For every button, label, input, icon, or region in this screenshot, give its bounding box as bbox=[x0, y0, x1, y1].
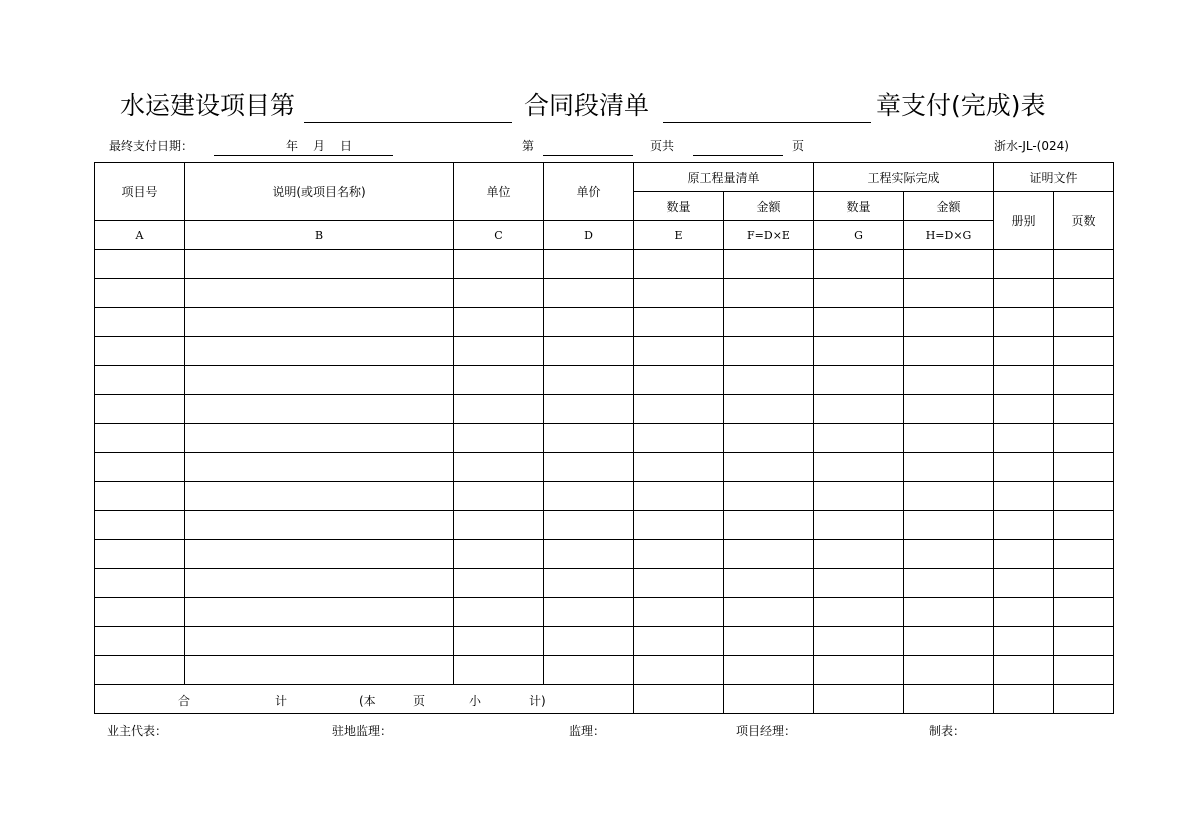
cell-volume[interactable] bbox=[994, 598, 1054, 627]
page-no-blank-line bbox=[543, 155, 633, 156]
cell-unit[interactable] bbox=[454, 540, 544, 569]
cell-description[interactable] bbox=[185, 308, 454, 337]
total-ye: 页 bbox=[413, 694, 426, 708]
cell-item-no[interactable] bbox=[95, 627, 185, 656]
cell-original-amount[interactable] bbox=[724, 569, 814, 598]
cell-unit-price[interactable] bbox=[544, 453, 634, 482]
table-row bbox=[95, 482, 1114, 511]
cell-volume[interactable] bbox=[994, 337, 1054, 366]
cell-original-quantity[interactable] bbox=[634, 569, 724, 598]
letter-e: E bbox=[634, 221, 724, 250]
cell-original-quantity[interactable] bbox=[634, 540, 724, 569]
cell-pages[interactable] bbox=[1054, 337, 1114, 366]
cell-actual-amount[interactable] bbox=[904, 337, 994, 366]
total-he: 合 bbox=[178, 694, 191, 708]
cell-original-quantity[interactable] bbox=[634, 366, 724, 395]
cell-actual-quantity[interactable] bbox=[814, 279, 904, 308]
cell-description[interactable] bbox=[185, 424, 454, 453]
day-label: 日 bbox=[340, 139, 353, 153]
cell-original-amount[interactable] bbox=[724, 424, 814, 453]
cell-actual-amount[interactable] bbox=[904, 627, 994, 656]
cell-actual-amount[interactable] bbox=[904, 482, 994, 511]
cell-original-amount[interactable] bbox=[724, 511, 814, 540]
cell-description[interactable] bbox=[185, 656, 454, 685]
cell-unit[interactable] bbox=[454, 453, 544, 482]
cell-pages[interactable] bbox=[1054, 308, 1114, 337]
cell-actual-quantity[interactable] bbox=[814, 395, 904, 424]
cell-volume[interactable] bbox=[994, 569, 1054, 598]
cell-unit-price[interactable] bbox=[544, 308, 634, 337]
letter-row bbox=[95, 221, 1114, 250]
cell-description[interactable] bbox=[185, 337, 454, 366]
header-item-no: 项目号 bbox=[95, 163, 185, 221]
title-part1: 水运建设项目第 bbox=[120, 91, 296, 120]
cell-actual-amount[interactable] bbox=[904, 511, 994, 540]
total-actual-quantity[interactable] bbox=[814, 685, 904, 714]
month-label: 月 bbox=[313, 139, 326, 153]
table-row bbox=[95, 279, 1114, 308]
cell-pages[interactable] bbox=[1054, 569, 1114, 598]
cell-description[interactable] bbox=[185, 395, 454, 424]
cell-actual-amount[interactable] bbox=[904, 569, 994, 598]
cell-unit-price[interactable] bbox=[544, 337, 634, 366]
total-label-cell bbox=[95, 685, 634, 714]
table-row bbox=[95, 424, 1114, 453]
cell-original-quantity[interactable] bbox=[634, 511, 724, 540]
title-part3: 章支付(完成)表 bbox=[876, 91, 1046, 120]
year-label: 年 bbox=[286, 139, 299, 153]
cell-description[interactable] bbox=[185, 250, 454, 279]
table-row bbox=[95, 598, 1114, 627]
cell-pages[interactable] bbox=[1054, 366, 1114, 395]
cell-actual-quantity[interactable] bbox=[814, 337, 904, 366]
cell-unit-price[interactable] bbox=[544, 366, 634, 395]
letter-c: C bbox=[454, 221, 544, 250]
cell-item-no[interactable] bbox=[95, 453, 185, 482]
table-row bbox=[95, 569, 1114, 598]
total-xiao: 小 bbox=[469, 694, 482, 708]
cell-item-no[interactable] bbox=[95, 656, 185, 685]
letter-d: D bbox=[544, 221, 634, 250]
cell-item-no[interactable] bbox=[95, 598, 185, 627]
date-blank-line bbox=[214, 155, 393, 156]
cell-original-quantity[interactable] bbox=[634, 337, 724, 366]
cell-actual-quantity[interactable] bbox=[814, 627, 904, 656]
cell-description[interactable] bbox=[185, 453, 454, 482]
table-row bbox=[95, 395, 1114, 424]
cell-unit[interactable] bbox=[454, 598, 544, 627]
total-ji: 计 bbox=[275, 694, 288, 708]
letter-a: A bbox=[95, 221, 185, 250]
table-row bbox=[95, 540, 1114, 569]
cell-actual-quantity[interactable] bbox=[814, 424, 904, 453]
cell-unit[interactable] bbox=[454, 424, 544, 453]
cell-actual-amount[interactable] bbox=[904, 424, 994, 453]
cell-volume[interactable] bbox=[994, 511, 1054, 540]
header-actual-amount: 金额 bbox=[904, 192, 994, 221]
letter-b: B bbox=[185, 221, 454, 250]
table-row bbox=[95, 453, 1114, 482]
cell-volume[interactable] bbox=[994, 366, 1054, 395]
page-prefix: 第 bbox=[522, 139, 535, 153]
cell-description[interactable] bbox=[185, 598, 454, 627]
cell-unit-price[interactable] bbox=[544, 279, 634, 308]
cell-unit[interactable] bbox=[454, 366, 544, 395]
prepared-by-label: 制表： bbox=[929, 724, 966, 738]
cell-unit-price[interactable] bbox=[544, 540, 634, 569]
cell-unit-price[interactable] bbox=[544, 424, 634, 453]
cell-unit[interactable] bbox=[454, 627, 544, 656]
header-original-amount: 金额 bbox=[724, 192, 814, 221]
header-volume: 册别 bbox=[994, 192, 1054, 250]
cell-description[interactable] bbox=[185, 569, 454, 598]
cell-volume[interactable] bbox=[994, 308, 1054, 337]
cell-original-quantity[interactable] bbox=[634, 250, 724, 279]
cell-original-quantity[interactable] bbox=[634, 627, 724, 656]
cell-description[interactable] bbox=[185, 482, 454, 511]
cell-description[interactable] bbox=[185, 511, 454, 540]
header-original-bill: 原工程量清单 bbox=[634, 163, 814, 192]
cell-pages[interactable] bbox=[1054, 598, 1114, 627]
table-row bbox=[95, 511, 1114, 540]
cell-unit[interactable] bbox=[454, 569, 544, 598]
cell-unit-price[interactable] bbox=[544, 627, 634, 656]
cell-actual-quantity[interactable] bbox=[814, 250, 904, 279]
table-row bbox=[95, 656, 1114, 685]
cell-original-quantity[interactable] bbox=[634, 395, 724, 424]
cell-volume[interactable] bbox=[994, 540, 1054, 569]
cell-actual-quantity[interactable] bbox=[814, 511, 904, 540]
cell-pages[interactable] bbox=[1054, 627, 1114, 656]
cell-unit[interactable] bbox=[454, 482, 544, 511]
cell-item-no[interactable] bbox=[95, 279, 185, 308]
form-code: 浙水-JL-(024) bbox=[994, 139, 1069, 153]
cell-item-no[interactable] bbox=[95, 424, 185, 453]
letter-f: F=D×E bbox=[724, 221, 814, 250]
page-total-blank-line bbox=[693, 155, 783, 156]
cell-actual-quantity[interactable] bbox=[814, 656, 904, 685]
total-row bbox=[95, 685, 1114, 714]
owner-signature-label: 业主代表： bbox=[107, 724, 168, 738]
header-actual-completion: 工程实际完成 bbox=[814, 163, 994, 192]
cell-original-quantity[interactable] bbox=[634, 656, 724, 685]
cell-pages[interactable] bbox=[1054, 511, 1114, 540]
cell-original-amount[interactable] bbox=[724, 627, 814, 656]
form-title bbox=[0, 88, 1186, 128]
cell-pages[interactable] bbox=[1054, 482, 1114, 511]
cell-original-quantity[interactable] bbox=[634, 453, 724, 482]
cell-actual-amount[interactable] bbox=[904, 395, 994, 424]
cell-actual-amount[interactable] bbox=[904, 453, 994, 482]
cell-original-quantity[interactable] bbox=[634, 308, 724, 337]
cell-item-no[interactable] bbox=[95, 337, 185, 366]
cell-actual-amount[interactable] bbox=[904, 366, 994, 395]
cell-unit[interactable] bbox=[454, 337, 544, 366]
cell-original-quantity[interactable] bbox=[634, 279, 724, 308]
cell-unit-price[interactable] bbox=[544, 482, 634, 511]
cell-actual-quantity[interactable] bbox=[814, 598, 904, 627]
letter-h: H=D×G bbox=[904, 221, 994, 250]
total-ben: (本 bbox=[359, 694, 376, 708]
cell-actual-amount[interactable] bbox=[904, 250, 994, 279]
cell-item-no[interactable] bbox=[95, 250, 185, 279]
letter-g: G bbox=[814, 221, 904, 250]
cell-actual-amount[interactable] bbox=[904, 656, 994, 685]
table-row bbox=[95, 337, 1114, 366]
total-original-amount[interactable] bbox=[724, 685, 814, 714]
cell-actual-quantity[interactable] bbox=[814, 308, 904, 337]
page-total-label: 页共 bbox=[650, 139, 675, 153]
cell-unit[interactable] bbox=[454, 250, 544, 279]
cell-description[interactable] bbox=[185, 627, 454, 656]
cell-unit[interactable] bbox=[454, 656, 544, 685]
payment-date-label: 最终支付日期： bbox=[109, 139, 194, 153]
cell-volume[interactable] bbox=[994, 424, 1054, 453]
cell-unit-price[interactable] bbox=[544, 511, 634, 540]
cell-item-no[interactable] bbox=[95, 482, 185, 511]
total-volume[interactable] bbox=[994, 685, 1054, 714]
cell-pages[interactable] bbox=[1054, 279, 1114, 308]
header-proof-docs: 证明文件 bbox=[994, 163, 1114, 192]
cell-volume[interactable] bbox=[994, 279, 1054, 308]
table-row bbox=[95, 627, 1114, 656]
cell-item-no[interactable] bbox=[95, 366, 185, 395]
page-suffix: 页 bbox=[792, 139, 805, 153]
cell-unit[interactable] bbox=[454, 279, 544, 308]
cell-original-amount[interactable] bbox=[724, 598, 814, 627]
cell-unit[interactable] bbox=[454, 308, 544, 337]
cell-volume[interactable] bbox=[994, 627, 1054, 656]
cell-description[interactable] bbox=[185, 279, 454, 308]
supervisor-label: 监理： bbox=[569, 724, 606, 738]
cell-volume[interactable] bbox=[994, 395, 1054, 424]
cell-original-amount[interactable] bbox=[724, 540, 814, 569]
cell-pages[interactable] bbox=[1054, 424, 1114, 453]
total-pages[interactable] bbox=[1054, 685, 1114, 714]
resident-supervisor-label: 驻地监理： bbox=[332, 724, 393, 738]
cell-original-quantity[interactable] bbox=[634, 424, 724, 453]
cell-unit-price[interactable] bbox=[544, 656, 634, 685]
cell-original-amount[interactable] bbox=[724, 656, 814, 685]
cell-unit-price[interactable] bbox=[544, 250, 634, 279]
cell-actual-quantity[interactable] bbox=[814, 366, 904, 395]
cell-pages[interactable] bbox=[1054, 250, 1114, 279]
cell-unit-price[interactable] bbox=[544, 395, 634, 424]
title-part2: 合同段清单 bbox=[524, 91, 650, 120]
cell-actual-amount[interactable] bbox=[904, 279, 994, 308]
header-pages: 页数 bbox=[1054, 192, 1114, 250]
cell-description[interactable] bbox=[185, 540, 454, 569]
cell-volume[interactable] bbox=[994, 482, 1054, 511]
cell-actual-quantity[interactable] bbox=[814, 540, 904, 569]
cell-volume[interactable] bbox=[994, 250, 1054, 279]
total-original-quantity[interactable] bbox=[634, 685, 724, 714]
header-unit-price: 单价 bbox=[544, 163, 634, 221]
total-actual-amount[interactable] bbox=[904, 685, 994, 714]
table-row bbox=[95, 366, 1114, 395]
cell-actual-quantity[interactable] bbox=[814, 482, 904, 511]
cell-actual-amount[interactable] bbox=[904, 308, 994, 337]
cell-actual-quantity[interactable] bbox=[814, 453, 904, 482]
total-ji2: 计) bbox=[529, 694, 546, 708]
cell-item-no[interactable] bbox=[95, 511, 185, 540]
cell-pages[interactable] bbox=[1054, 395, 1114, 424]
cell-pages[interactable] bbox=[1054, 656, 1114, 685]
cell-original-amount[interactable] bbox=[724, 337, 814, 366]
cell-unit-price[interactable] bbox=[544, 598, 634, 627]
cell-original-amount[interactable] bbox=[724, 366, 814, 395]
cell-original-amount[interactable] bbox=[724, 482, 814, 511]
header-row-1 bbox=[95, 163, 1114, 192]
cell-item-no[interactable] bbox=[95, 540, 185, 569]
cell-original-amount[interactable] bbox=[724, 279, 814, 308]
cell-volume[interactable] bbox=[994, 453, 1054, 482]
cell-item-no[interactable] bbox=[95, 395, 185, 424]
cell-original-amount[interactable] bbox=[724, 453, 814, 482]
header-actual-quantity: 数量 bbox=[814, 192, 904, 221]
cell-original-quantity[interactable] bbox=[634, 598, 724, 627]
cell-unit[interactable] bbox=[454, 511, 544, 540]
cell-original-quantity[interactable] bbox=[634, 482, 724, 511]
cell-actual-amount[interactable] bbox=[904, 598, 994, 627]
cell-item-no[interactable] bbox=[95, 308, 185, 337]
chapter-blank-line bbox=[663, 122, 871, 123]
cell-pages[interactable] bbox=[1054, 540, 1114, 569]
header-original-quantity: 数量 bbox=[634, 192, 724, 221]
cell-pages[interactable] bbox=[1054, 453, 1114, 482]
project-manager-label: 项目经理： bbox=[736, 724, 797, 738]
cell-unit[interactable] bbox=[454, 395, 544, 424]
cell-volume[interactable] bbox=[994, 656, 1054, 685]
cell-item-no[interactable] bbox=[95, 569, 185, 598]
payment-table bbox=[94, 162, 1114, 714]
header-unit: 单位 bbox=[454, 163, 544, 221]
cell-actual-quantity[interactable] bbox=[814, 569, 904, 598]
cell-original-amount[interactable] bbox=[724, 395, 814, 424]
cell-unit-price[interactable] bbox=[544, 569, 634, 598]
table-row bbox=[95, 308, 1114, 337]
table-row bbox=[95, 250, 1114, 279]
cell-description[interactable] bbox=[185, 366, 454, 395]
cell-original-amount[interactable] bbox=[724, 308, 814, 337]
contract-blank-line bbox=[304, 122, 512, 123]
header-description: 说明(或项目名称) bbox=[185, 163, 454, 221]
cell-original-amount[interactable] bbox=[724, 250, 814, 279]
cell-actual-amount[interactable] bbox=[904, 540, 994, 569]
